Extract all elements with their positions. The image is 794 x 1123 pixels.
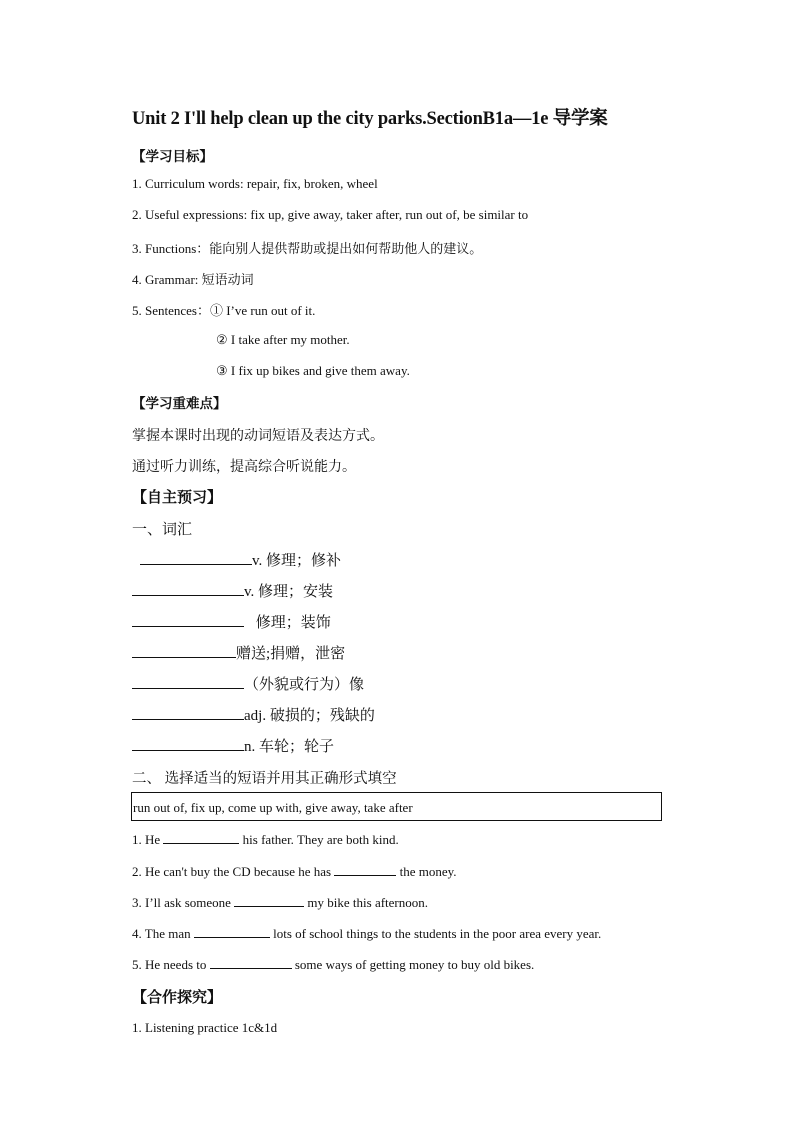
exercise-sentence-2: 2. He can't buy the CD because he has the money. — [132, 864, 457, 879]
vocab-row — [132, 580, 333, 601]
goal-item-4: 4. Grammar: 短语动词 — [132, 272, 254, 287]
goal-item-3: 3. Functions：能向别人提供帮助或提出如何帮助他人的建议。 — [132, 241, 483, 256]
answer-blank[interactable] — [194, 936, 270, 938]
answer-blank[interactable] — [334, 874, 396, 876]
answer-blank[interactable] — [163, 842, 239, 844]
vocab-row — [132, 673, 364, 694]
goal-sentence-3: ③ I fix up bikes and give them away. — [216, 363, 410, 378]
answer-blank[interactable] — [210, 967, 292, 969]
answer-blank[interactable] — [132, 656, 236, 658]
vocab-row — [132, 735, 334, 756]
exercise-sentence-1: 1. He his father. They are both kind. — [132, 832, 399, 847]
exercise-sentence-5: 5. He needs to some ways of getting money to buy old bikes. — [132, 957, 535, 972]
vocab-meaning: 修理；装饰 — [252, 615, 331, 631]
answer-blank[interactable] — [132, 687, 244, 689]
answer-blank[interactable] — [234, 905, 304, 907]
goal-item-5: 5. Sentences：① I’ve run out of it. — [132, 303, 316, 318]
answer-blank[interactable] — [132, 594, 244, 596]
vocab-meaning: （外貌或行为）像 — [244, 677, 365, 693]
key-point-2: 通过听力训练，提高综合听说能力。 — [132, 460, 356, 475]
vocab-meaning: 赠送;捐赠，泄密 — [236, 646, 346, 662]
answer-blank[interactable] — [132, 718, 244, 720]
preview-heading: 【自主预习】 — [132, 490, 223, 506]
answer-blank[interactable] — [140, 563, 252, 565]
vocab-row — [132, 704, 375, 725]
exercise-sentence-4: 4. The man lots of school things to the students in the poor area every year. — [132, 926, 602, 941]
vocab-meaning: v. 修理；修补 — [252, 553, 342, 569]
cooperate-heading: 【合作探究】 — [132, 990, 223, 1006]
goal-item-1: 1. Curriculum words: repair, fix, broken, wheel — [132, 176, 378, 191]
goal-item-2: 2. Useful expressions: fix up, give away, taker after, run out of, be similar to — [132, 207, 529, 222]
exercise-sentence-3: 3. I’ll ask someone my bike this afternoon. — [132, 895, 429, 910]
key-point-1: 掌握本课时出现的动词短语及表达方式。 — [132, 429, 384, 444]
vocab-row — [132, 611, 331, 632]
cooperate-item-1: 1. Listening practice 1c&1d — [132, 1020, 278, 1035]
vocab-meaning: adj. 破损的；残缺的 — [244, 708, 375, 724]
vocab-meaning: v. 修理；安装 — [244, 584, 334, 600]
goal-sentence-2: ② I take after my mother. — [216, 332, 350, 347]
vocab-meaning: n. 车轮；轮子 — [244, 739, 335, 755]
vocab-heading: 一、词汇 — [132, 522, 193, 538]
phrase-exercise-heading: 二、 选择适当的短语并用其正确形式填空 — [132, 771, 397, 787]
vocab-row — [140, 549, 341, 570]
answer-blank[interactable] — [132, 625, 244, 627]
goals-heading: 【学习目标】 — [132, 149, 213, 164]
key-points-heading: 【学习重难点】 — [132, 396, 227, 411]
answer-blank[interactable] — [132, 749, 244, 751]
vocab-row — [132, 642, 345, 663]
word-bank-box: run out of, fix up, come up with, give away, take after — [131, 792, 662, 821]
worksheet-title: Unit 2 I'll help clean up the city parks.SectionB1a—1e 导学案 — [132, 109, 608, 129]
